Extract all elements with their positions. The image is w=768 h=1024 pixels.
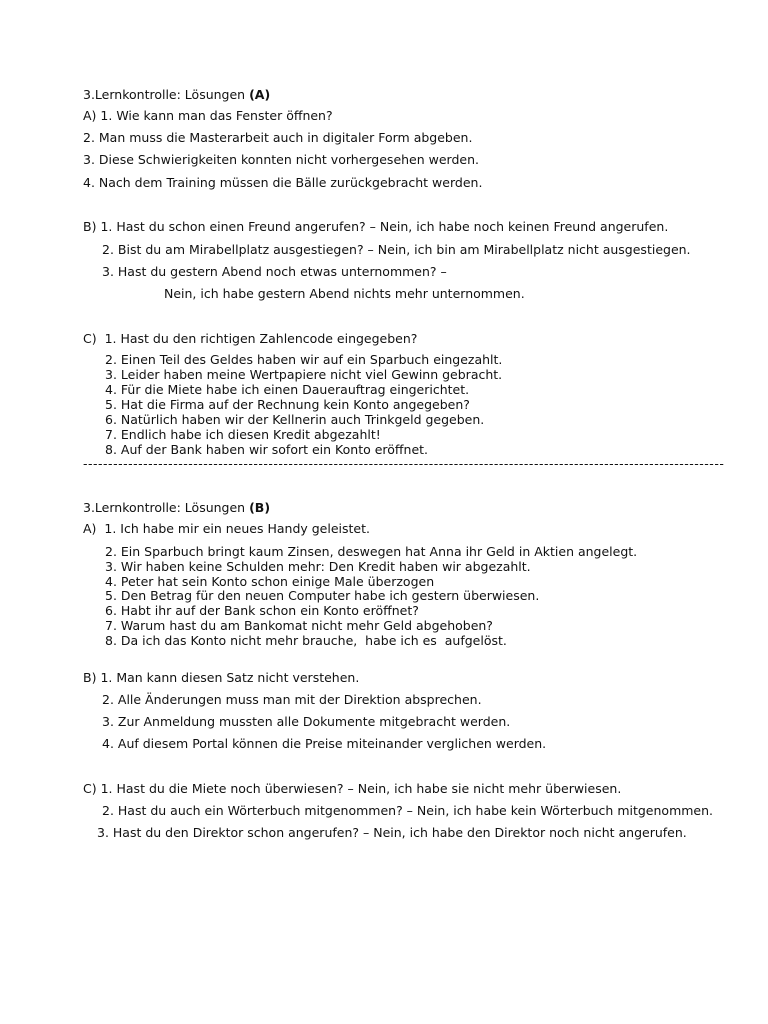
answer-item: 3. Zur Anmeldung mussten alle Dokumente mitgebracht werden. [102, 714, 511, 729]
answer-item: 4. Auf diesem Portal können die Preise miteinander verglichen werden. [102, 736, 547, 751]
answer-item: 1. Man kann diesen Satz nicht verstehen. [100, 670, 360, 685]
part-label: B) [83, 670, 97, 685]
answer-item: 7. Warum hast du am Bankomat nicht mehr Geld abgehoben? [105, 618, 493, 633]
answer-item: 3. Hast du den Direktor schon angerufen? – Nein, ich habe den Direktor noch nicht angerufen. [97, 825, 687, 840]
part-label: B) [83, 219, 97, 234]
answer-item: 6. Natürlich haben wir der Kellnerin auch Trinkgeld gegeben. [105, 412, 485, 427]
answer-item: 2. Einen Teil des Geldes haben wir auf ein Sparbuch eingezahlt. [105, 352, 503, 367]
answer-item: 3. Leider haben meine Wertpapiere nicht viel Gewinn gebracht. [105, 367, 503, 382]
answer-item: 2. Bist du am Mirabellplatz ausgestiegen? – Nein, ich bin am Mirabellplatz nicht ausgestiegen. [102, 242, 691, 257]
answer-item: 4. Peter hat sein Konto schon einige Male überzogen [105, 574, 435, 589]
part-c-line [83, 331, 417, 346]
answer-item: 5. Hat die Firma auf der Rechnung kein Konto angegeben? [105, 397, 470, 412]
part-a-line [83, 521, 370, 536]
answer-item: 1. Ich habe mir ein neues Handy geleistet. [104, 521, 370, 536]
part-c-line [83, 781, 621, 796]
answer-item: 7. Endlich habe ich diesen Kredit abgezahlt! [105, 427, 381, 442]
part-label: A) [83, 521, 97, 536]
answer-item: 4. Nach dem Training müssen die Bälle zurückgebracht werden. [83, 175, 483, 190]
section-divider: -------------------------------------------------------------------------------------------------------------------------------- [83, 457, 725, 471]
answer-item: 1. Hast du die Miete noch überwiesen? – Nein, ich habe sie nicht mehr überwiesen. [100, 781, 622, 796]
answer-item: 8. Da ich das Konto nicht mehr brauche, habe ich es aufgelöst. [105, 633, 507, 648]
answer-item: 2. Hast du auch ein Wörterbuch mitgenommen? – Nein, ich habe kein Wörterbuch mitgenommen. [102, 803, 714, 818]
answer-item: 3. Diese Schwierigkeiten konnten nicht vorhergesehen werden. [83, 152, 479, 167]
answer-item: 8. Auf der Bank haben wir sofort ein Konto eröffnet. [105, 442, 429, 457]
answer-item: 2. Ein Sparbuch bringt kaum Zinsen, deswegen hat Anna ihr Geld in Aktien angelegt. [105, 544, 638, 559]
answer-item: 1. Hast du schon einen Freund angerufen? – Nein, ich habe noch keinen Freund angerufen. [100, 219, 669, 234]
answer-item: 3. Hast du gestern Abend noch etwas unternommen? – [102, 264, 447, 279]
part-a-line [83, 108, 333, 123]
part-label: C) [83, 331, 97, 346]
part-b-line [83, 219, 668, 234]
part-label: A) [83, 108, 97, 123]
answer-item: Nein, ich habe gestern Abend nichts mehr unternommen. [164, 286, 525, 301]
answer-item: 6. Habt ihr auf der Bank schon ein Konto eröffnet? [105, 603, 419, 618]
answer-item: 4. Für die Miete habe ich einen Dauerauftrag eingerichtet. [105, 382, 470, 397]
answer-item: 2. Man muss die Masterarbeit auch in digitaler Form abgeben. [83, 130, 473, 145]
answer-item: 5. Den Betrag für den neuen Computer habe ich gestern überwiesen. [105, 588, 540, 603]
answer-item: 3. Wir haben keine Schulden mehr: Den Kredit haben wir abgezahlt. [105, 559, 531, 574]
section-b-heading [83, 500, 270, 515]
answer-item: 2. Alle Änderungen muss man mit der Direktion absprechen. [102, 692, 482, 707]
answer-item: 1. Wie kann man das Fenster öffnen? [100, 108, 333, 123]
part-b-line [83, 670, 359, 685]
part-label: C) [83, 781, 97, 796]
heading-text: 3.Lernkontrolle: Lösungen [83, 500, 246, 515]
section-a-heading [83, 87, 270, 102]
answer-item: 1. Hast du den richtigen Zahlencode eingegeben? [104, 331, 418, 346]
heading-mark: (B) [249, 500, 271, 515]
heading-mark: (A) [249, 87, 271, 102]
heading-text: 3.Lernkontrolle: Lösungen [83, 87, 246, 102]
